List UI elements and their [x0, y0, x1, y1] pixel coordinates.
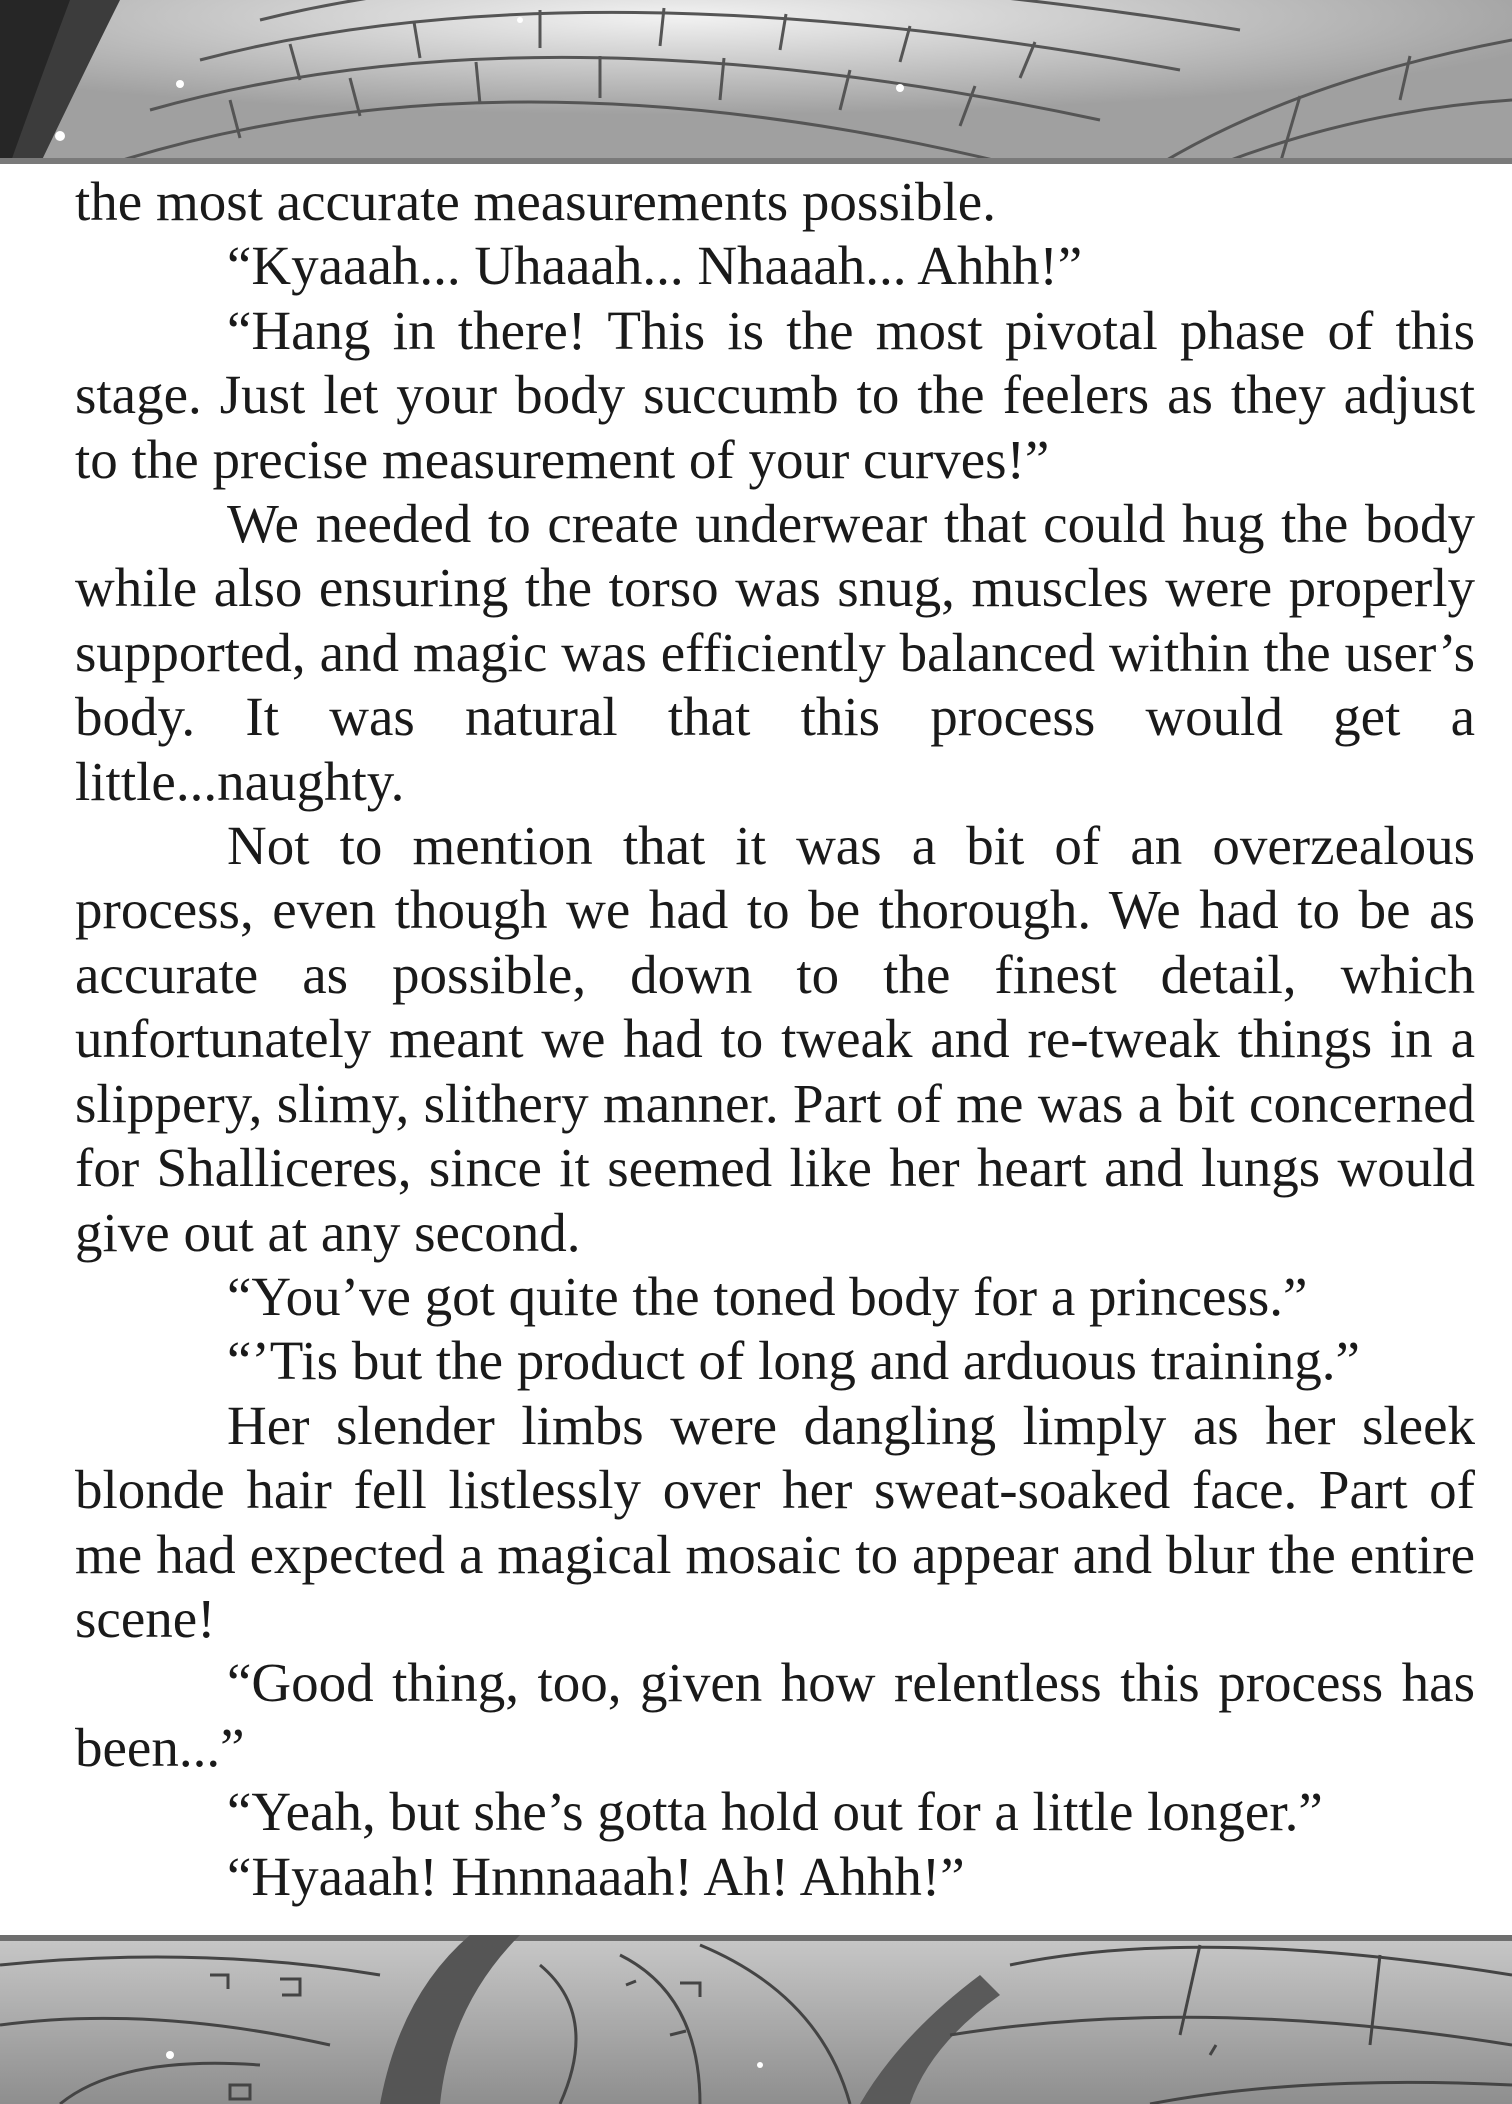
paragraph: We needed to create underwear that could hug the body while also ensuring the torso was snug, muscles were properly supported, and magic was efficiently balanced within the user’s body. It was natural that this process would get a little...naughty. [75, 493, 1475, 812]
paragraph: “Good thing, too, given how relentless this process has been...” [75, 1652, 1475, 1778]
paragraph: “You’ve got quite the toned body for a princess.” [227, 1265, 1308, 1327]
paragraph: “Hyaaah! Hnnnaaah! Ah! Ahhh!” [227, 1845, 965, 1907]
paragraph: “Yeah, but she’s gotta hold out for a little longer.” [227, 1781, 1323, 1843]
paragraph: Not to mention that it was a bit of an overzealous process, even though we had to be thorough. We had to be as accurate as possible, down to the finest detail, which unfortunately meant we had to tweak and re-tweak things in a slippery, slimy, slithery manner. Part of me was a bit concerned for Shalliceres, since it seemed like her heart and lungs would give out at any second. [75, 815, 1475, 1263]
stone-floor-illustration [0, 1935, 1512, 2104]
paragraph: the most accurate measurements possible. [75, 171, 996, 232]
paragraph: “Hang in there! This is the most pivotal phase of this stage. Just let your body succumb to the feelers as they adjust to the precise measurement of your curves!” [75, 299, 1475, 490]
bottom-illustration-band [0, 1935, 1512, 2104]
paragraph: “Kyaaah... Uhaaah... Nhaaah... Ahhh!” [227, 235, 1083, 297]
paragraph: “’Tis but the product of long and arduous training.” [227, 1330, 1360, 1392]
page-text [75, 170, 1475, 1909]
top-illustration-band [0, 0, 1512, 164]
paragraph: Her slender limbs were dangling limply as her sleek blonde hair fell listlessly over her sweat-soaked face. Part of me had expected a magical mosaic to appear and blur the entire scene! [75, 1394, 1475, 1649]
stone-dome-illustration [0, 0, 1512, 164]
